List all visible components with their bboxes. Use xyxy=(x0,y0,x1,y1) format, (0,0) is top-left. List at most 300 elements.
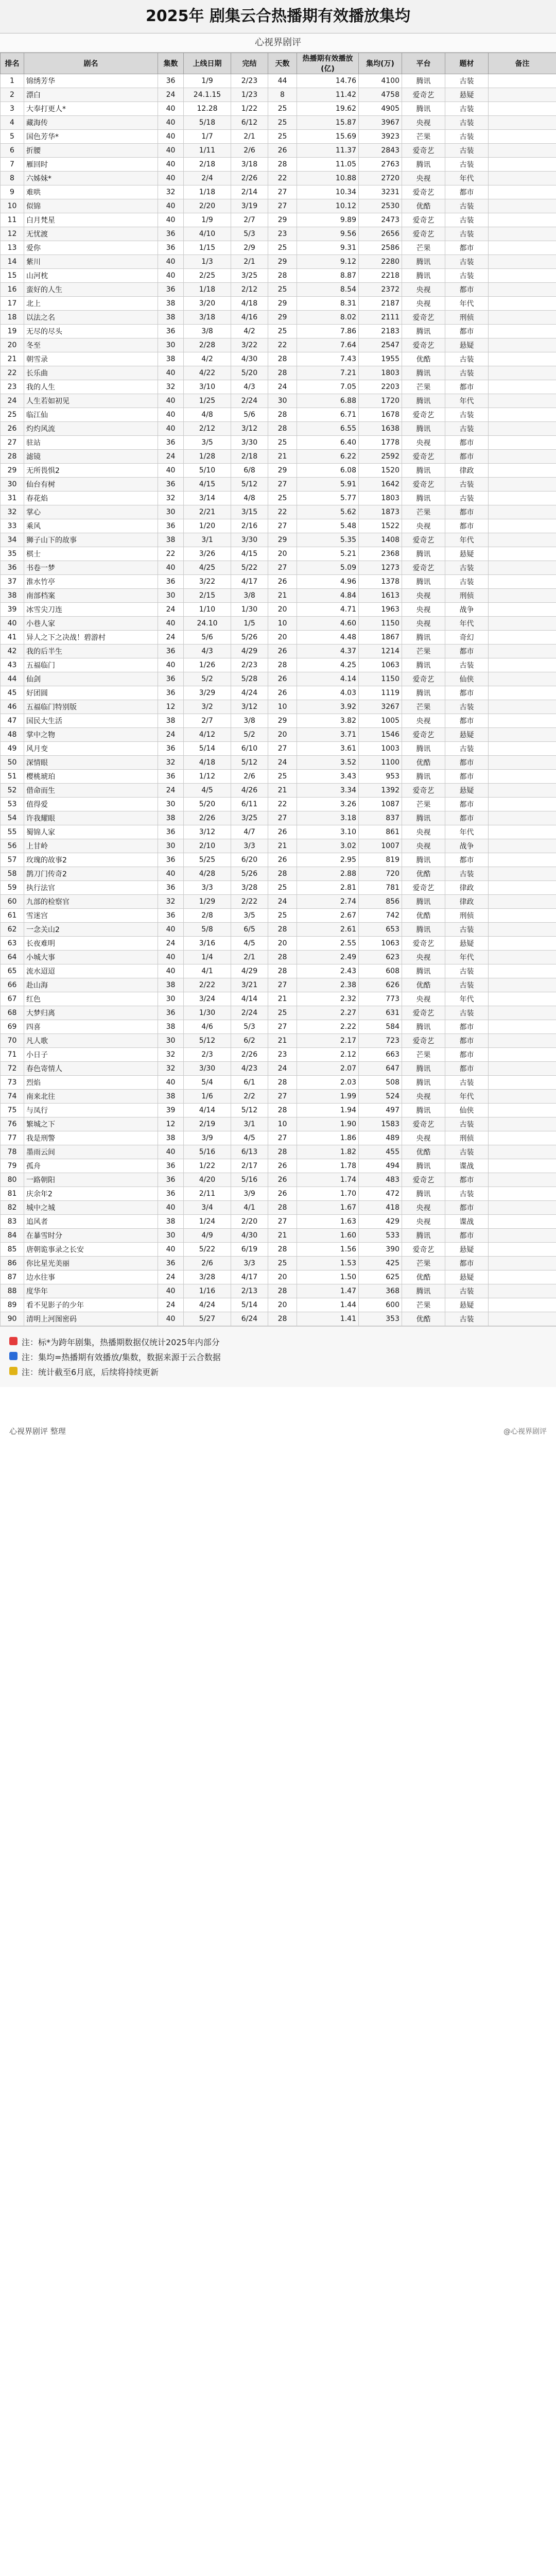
table-cell: 爱奇艺 xyxy=(402,144,445,158)
table-row xyxy=(1,1215,556,1229)
table-cell: 6.40 xyxy=(297,436,359,450)
table-cell: 3/30 xyxy=(184,1062,231,1076)
table-row xyxy=(1,742,556,756)
table-row xyxy=(1,366,556,380)
table-cell: 21 xyxy=(268,839,297,853)
table-cell: 2473 xyxy=(359,213,402,227)
table-row xyxy=(1,923,556,937)
table-row xyxy=(1,519,556,533)
table-cell: 深情眼 xyxy=(24,756,158,770)
table-cell: 36 xyxy=(158,575,184,589)
table-row xyxy=(1,728,556,742)
table-cell: 26 xyxy=(268,645,297,658)
table-cell: 古装 xyxy=(445,269,489,283)
table-cell: 央视 xyxy=(402,116,445,130)
table-cell: 孤舟 xyxy=(24,1159,158,1173)
table-cell: 爱奇艺 xyxy=(402,213,445,227)
table-cell: 36 xyxy=(158,770,184,784)
table-cell: 36 xyxy=(158,1159,184,1173)
table-cell xyxy=(489,825,556,839)
table-cell: 5/18 xyxy=(184,116,231,130)
table-cell: 26 xyxy=(268,144,297,158)
table-cell: 5/4 xyxy=(184,1076,231,1090)
table-cell: 5.62 xyxy=(297,505,359,519)
table-cell: 悬疑 xyxy=(445,1298,489,1312)
table-cell: 年代 xyxy=(445,297,489,311)
table-cell: 四喜 xyxy=(24,1020,158,1034)
table-cell: 古装 xyxy=(445,1145,489,1159)
table-cell: 2/26 xyxy=(231,172,268,185)
table-cell: 2.74 xyxy=(297,895,359,909)
table-cell: 红色 xyxy=(24,992,158,1006)
table-cell xyxy=(489,1104,556,1117)
table-cell xyxy=(489,714,556,728)
table-cell: 32 xyxy=(158,1062,184,1076)
table-cell: 爱奇艺 xyxy=(402,338,445,352)
table-cell: 律政 xyxy=(445,881,489,895)
table-cell xyxy=(489,283,556,297)
table-cell: 1546 xyxy=(359,728,402,742)
table-cell: 13 xyxy=(1,241,24,255)
table-cell: 古装 xyxy=(445,102,489,116)
table-cell: 19.62 xyxy=(297,102,359,116)
table-cell: 芒果 xyxy=(402,241,445,255)
table-cell: 2/15 xyxy=(184,589,231,603)
table-cell: 5.35 xyxy=(297,533,359,547)
table-cell: 1392 xyxy=(359,784,402,798)
table-cell: 631 xyxy=(359,1006,402,1020)
table-cell: 仙台有树 xyxy=(24,478,158,492)
table-cell: 7.86 xyxy=(297,325,359,338)
table-cell: 36 xyxy=(158,742,184,756)
table-cell: 1408 xyxy=(359,533,402,547)
table-cell: 32 xyxy=(158,756,184,770)
table-cell: 3/22 xyxy=(231,338,268,352)
table-cell: 30 xyxy=(158,338,184,352)
table-cell: 25 xyxy=(268,881,297,895)
table-cell: 26 xyxy=(268,1159,297,1173)
table-cell: 腾讯 xyxy=(402,547,445,561)
table-cell: 古装 xyxy=(445,867,489,881)
table-cell xyxy=(489,450,556,464)
table-cell: 悬疑 xyxy=(445,1243,489,1257)
table-cell: 40 xyxy=(158,144,184,158)
table-cell: 4/29 xyxy=(231,964,268,978)
table-row xyxy=(1,1006,556,1020)
table-cell: 29 xyxy=(268,464,297,478)
table-cell: 1/3 xyxy=(184,255,231,269)
table-cell: 律政 xyxy=(445,895,489,909)
table-cell xyxy=(489,352,556,366)
table-cell: 1.41 xyxy=(297,1312,359,1326)
table-cell: 古装 xyxy=(445,742,489,756)
table-cell: 22 xyxy=(268,172,297,185)
table-row xyxy=(1,909,556,923)
table-cell xyxy=(489,1243,556,1257)
table-cell: 30 xyxy=(158,839,184,853)
table-cell: 芒果 xyxy=(402,1048,445,1062)
table-row xyxy=(1,1062,556,1076)
table-cell: 1803 xyxy=(359,492,402,505)
table-cell: 38 xyxy=(158,1020,184,1034)
table-cell: 24 xyxy=(268,895,297,909)
table-row xyxy=(1,241,556,255)
table-cell: 4.60 xyxy=(297,617,359,631)
table-cell: 81 xyxy=(1,1187,24,1201)
table-cell: 我的后半生 xyxy=(24,645,158,658)
table-body xyxy=(1,74,556,1326)
table-cell: 353 xyxy=(359,1312,402,1326)
table-cell: 773 xyxy=(359,992,402,1006)
table-cell xyxy=(489,436,556,450)
table-cell: 3/14 xyxy=(184,492,231,505)
table-cell: 40 xyxy=(158,102,184,116)
table-row xyxy=(1,825,556,839)
table-cell: 1778 xyxy=(359,436,402,450)
table-cell: 3/3 xyxy=(184,881,231,895)
table-cell: 5/26 xyxy=(231,867,268,881)
table-cell: 4/1 xyxy=(184,964,231,978)
table-cell: 1273 xyxy=(359,561,402,575)
table-cell: 清明上河图密码 xyxy=(24,1312,158,1326)
table-cell: 1867 xyxy=(359,631,402,645)
table-cell: 3.34 xyxy=(297,784,359,798)
table-cell: 古装 xyxy=(445,352,489,366)
table-row xyxy=(1,1187,556,1201)
table-cell xyxy=(489,311,556,325)
table-cell: 爱奇艺 xyxy=(402,1117,445,1131)
table-cell xyxy=(489,130,556,144)
table-row xyxy=(1,130,556,144)
table-cell: 腾讯 xyxy=(402,269,445,283)
table-cell: 北上 xyxy=(24,297,158,311)
table-cell: 12 xyxy=(158,1117,184,1131)
table-cell: 10.88 xyxy=(297,172,359,185)
table-cell: 4/2 xyxy=(184,352,231,366)
table-cell: 72 xyxy=(1,1062,24,1076)
table-cell: 2.67 xyxy=(297,909,359,923)
table-cell: 小日子 xyxy=(24,1048,158,1062)
table-cell: 烈焰 xyxy=(24,1076,158,1090)
note-marker-icon xyxy=(9,1367,18,1375)
table-cell: 4905 xyxy=(359,102,402,116)
table-cell: 2/17 xyxy=(231,1159,268,1173)
table-cell: 2.12 xyxy=(297,1048,359,1062)
table-cell: 50 xyxy=(1,756,24,770)
table-cell: 滤镜 xyxy=(24,450,158,464)
table-cell: 29 xyxy=(268,714,297,728)
table-cell xyxy=(489,1006,556,1020)
table-cell: 25 xyxy=(268,241,297,255)
table-cell xyxy=(489,1201,556,1215)
table-cell: 5/16 xyxy=(231,1173,268,1187)
table-cell: 41 xyxy=(1,631,24,645)
table-cell: 年代 xyxy=(445,533,489,547)
table-cell: 2843 xyxy=(359,144,402,158)
table-row xyxy=(1,1090,556,1104)
table-cell: 腾讯 xyxy=(402,923,445,937)
table-cell: 国民大生活 xyxy=(24,714,158,728)
table-cell: 年代 xyxy=(445,951,489,964)
table-cell: 20 xyxy=(268,547,297,561)
table-cell xyxy=(489,1048,556,1062)
table-cell: 爱奇艺 xyxy=(402,533,445,547)
table-cell: 28 xyxy=(268,1284,297,1298)
table-cell: 418 xyxy=(359,1201,402,1215)
table-cell: 25 xyxy=(268,492,297,505)
table-cell: 3/26 xyxy=(184,547,231,561)
table-cell: 2/7 xyxy=(231,213,268,227)
table-cell: 22 xyxy=(268,798,297,811)
table-cell: 21 xyxy=(268,589,297,603)
table-cell xyxy=(489,700,556,714)
table-cell: 2656 xyxy=(359,227,402,241)
table-cell: 4.25 xyxy=(297,658,359,672)
table-cell: 悬疑 xyxy=(445,728,489,742)
table-cell: 1/28 xyxy=(184,450,231,464)
table-cell: 腾讯 xyxy=(402,658,445,672)
table-row xyxy=(1,1201,556,1215)
table-cell: 40 xyxy=(158,867,184,881)
table-cell: 大梦归离 xyxy=(24,1006,158,1020)
table-cell: 5.21 xyxy=(297,547,359,561)
table-cell: 9.31 xyxy=(297,241,359,255)
table-cell: 3/22 xyxy=(184,575,231,589)
table-row xyxy=(1,352,556,366)
table-row xyxy=(1,338,556,352)
table-cell: 30 xyxy=(158,798,184,811)
table-cell: 2/11 xyxy=(184,1187,231,1201)
table-row xyxy=(1,158,556,172)
table-cell: 难哄 xyxy=(24,185,158,199)
table-cell: 89 xyxy=(1,1298,24,1312)
table-cell: 2/16 xyxy=(231,519,268,533)
table-cell: 40 xyxy=(158,1201,184,1215)
table-cell: 32 xyxy=(158,1048,184,1062)
table-cell: 25 xyxy=(268,909,297,923)
table-cell: 26 xyxy=(268,1187,297,1201)
table-cell: 都市 xyxy=(445,853,489,867)
table-cell xyxy=(489,394,556,408)
table-cell: 6/5 xyxy=(231,923,268,937)
table-cell: 2/7 xyxy=(184,714,231,728)
table-cell: 3/29 xyxy=(184,686,231,700)
table-cell: 都市 xyxy=(445,1020,489,1034)
table-cell: 2/6 xyxy=(184,1257,231,1270)
table-cell: 40 xyxy=(158,130,184,144)
table-row xyxy=(1,700,556,714)
table-cell: 1/20 xyxy=(184,519,231,533)
table-cell: 谍战 xyxy=(445,1159,489,1173)
table-row xyxy=(1,1131,556,1145)
table-cell: 856 xyxy=(359,895,402,909)
table-cell: 10 xyxy=(268,617,297,631)
table-cell: 2/23 xyxy=(231,74,268,88)
table-cell xyxy=(489,1090,556,1104)
table-cell: 1/9 xyxy=(184,74,231,88)
table-row xyxy=(1,561,556,575)
table-cell: 唐朝诡事录之长安 xyxy=(24,1243,158,1257)
table-cell: 64 xyxy=(1,951,24,964)
table-row xyxy=(1,102,556,116)
table-cell: 33 xyxy=(1,519,24,533)
table-row xyxy=(1,1117,556,1131)
table-cell: 5/12 xyxy=(231,478,268,492)
table-cell: 6/12 xyxy=(231,116,268,130)
table-row xyxy=(1,1298,556,1312)
column-header: 备注 xyxy=(489,53,556,74)
table-cell: 49 xyxy=(1,742,24,756)
table-cell: 40 xyxy=(158,408,184,422)
table-cell: 663 xyxy=(359,1048,402,1062)
table-cell: 优酷 xyxy=(402,756,445,770)
table-cell: 央视 xyxy=(402,283,445,297)
table-cell: 3/10 xyxy=(184,380,231,394)
table-cell: 720 xyxy=(359,867,402,881)
table-cell: 28 xyxy=(268,1104,297,1117)
table-cell: 2.38 xyxy=(297,978,359,992)
table-cell: 3.26 xyxy=(297,798,359,811)
table-cell: 4/6 xyxy=(184,1020,231,1034)
table-cell: 2372 xyxy=(359,283,402,297)
table-cell: 32 xyxy=(158,492,184,505)
table-cell: 1678 xyxy=(359,408,402,422)
table-cell: 62 xyxy=(1,923,24,937)
table-cell: 芒果 xyxy=(402,798,445,811)
table-cell: 1720 xyxy=(359,394,402,408)
table-cell: 4/15 xyxy=(231,547,268,561)
table-cell: 36 xyxy=(158,478,184,492)
table-cell: 我的人生 xyxy=(24,380,158,394)
table-cell: 古装 xyxy=(445,478,489,492)
table-cell: 掌心 xyxy=(24,505,158,519)
table-cell: 10 xyxy=(1,199,24,213)
table-cell: 2/21 xyxy=(184,505,231,519)
table-cell: 455 xyxy=(359,1145,402,1159)
table-cell: 77 xyxy=(1,1131,24,1145)
table-cell: 都市 xyxy=(445,325,489,338)
table-cell: 10 xyxy=(268,1117,297,1131)
table-cell: 鹊刀门传奇2 xyxy=(24,867,158,881)
table-cell: 36 xyxy=(158,853,184,867)
table-cell: 5/2 xyxy=(231,728,268,742)
table-cell: 7 xyxy=(1,158,24,172)
table-cell: 76 xyxy=(1,1117,24,1131)
table-cell: 4/5 xyxy=(231,1131,268,1145)
table-cell: 腾讯 xyxy=(402,1187,445,1201)
table-cell: 40 xyxy=(158,1312,184,1326)
table-cell: 雪迷宫 xyxy=(24,909,158,923)
table-cell: 2/26 xyxy=(231,1048,268,1062)
table-cell: 玫瑰的故事2 xyxy=(24,853,158,867)
table-cell: 48 xyxy=(1,728,24,742)
table-row xyxy=(1,867,556,881)
table-cell: 锦绣芳华 xyxy=(24,74,158,88)
table-cell: 2/20 xyxy=(231,1215,268,1229)
table-cell: 36 xyxy=(158,1257,184,1270)
table-row xyxy=(1,1104,556,1117)
table-cell: 蛮好的人生 xyxy=(24,283,158,297)
table-cell xyxy=(489,116,556,130)
table-cell: 3/5 xyxy=(184,436,231,450)
table-row xyxy=(1,1159,556,1173)
table-cell: 36 xyxy=(158,1006,184,1020)
table-cell: 20 xyxy=(268,1298,297,1312)
table-row xyxy=(1,798,556,811)
table-cell: 4.14 xyxy=(297,672,359,686)
table-cell: 56 xyxy=(1,839,24,853)
table-cell: 3/28 xyxy=(184,1270,231,1284)
table-cell: 3/2 xyxy=(184,700,231,714)
table-cell: 藏海传 xyxy=(24,116,158,130)
table-cell: 4/30 xyxy=(231,352,268,366)
table-cell: 3/8 xyxy=(184,325,231,338)
table-cell: 14.76 xyxy=(297,74,359,88)
table-cell: 樱桃琥珀 xyxy=(24,770,158,784)
table-cell xyxy=(489,366,556,380)
table-cell: 都市 xyxy=(445,1062,489,1076)
table-cell xyxy=(489,672,556,686)
table-cell: 掌中之物 xyxy=(24,728,158,742)
table-row xyxy=(1,631,556,645)
table-cell: 2/6 xyxy=(231,770,268,784)
table-cell: 30 xyxy=(158,992,184,1006)
table-cell: 20 xyxy=(268,1270,297,1284)
table-cell: 古装 xyxy=(445,199,489,213)
table-cell: 六姊妹* xyxy=(24,172,158,185)
table-row xyxy=(1,505,556,519)
table-cell: 1/22 xyxy=(184,1159,231,1173)
table-cell: 人生若如初见 xyxy=(24,394,158,408)
table-cell: 28 xyxy=(268,158,297,172)
table-cell: 爱奇艺 xyxy=(402,185,445,199)
table-cell: 40 xyxy=(158,1145,184,1159)
table-cell: 古装 xyxy=(445,213,489,227)
table-cell: 1803 xyxy=(359,366,402,380)
table-cell: 1/24 xyxy=(184,1215,231,1229)
table-cell xyxy=(489,1117,556,1131)
table-cell: 2/24 xyxy=(231,1006,268,1020)
table-cell: 29 xyxy=(268,533,297,547)
column-header: 热播期有效播放(亿) xyxy=(297,53,359,74)
table-cell: 2/12 xyxy=(231,283,268,297)
table-cell: 29 xyxy=(268,311,297,325)
table-cell: 20 xyxy=(268,631,297,645)
table-cell: 3/21 xyxy=(231,978,268,992)
table-cell: 古装 xyxy=(445,575,489,589)
table-cell: 22 xyxy=(1,366,24,380)
table-cell: 21 xyxy=(268,1034,297,1048)
table-cell: 1/12 xyxy=(184,770,231,784)
table-cell: 36 xyxy=(158,519,184,533)
table-cell: 5 xyxy=(1,130,24,144)
table-cell: 墨雨云间 xyxy=(24,1145,158,1159)
table-cell: 律政 xyxy=(445,464,489,478)
table-cell: 647 xyxy=(359,1062,402,1076)
table-cell: 1/29 xyxy=(184,895,231,909)
table-cell: 489 xyxy=(359,1131,402,1145)
table-cell xyxy=(489,1187,556,1201)
table-cell: 3/25 xyxy=(231,811,268,825)
table-cell: 26 xyxy=(268,825,297,839)
table-cell xyxy=(489,269,556,283)
table-cell: 年代 xyxy=(445,394,489,408)
table-cell: 27 xyxy=(268,185,297,199)
table-cell: 似锦 xyxy=(24,199,158,213)
table-cell: 28 xyxy=(268,1243,297,1257)
table-cell: 爱奇艺 xyxy=(402,1243,445,1257)
table-cell: 2/14 xyxy=(231,185,268,199)
